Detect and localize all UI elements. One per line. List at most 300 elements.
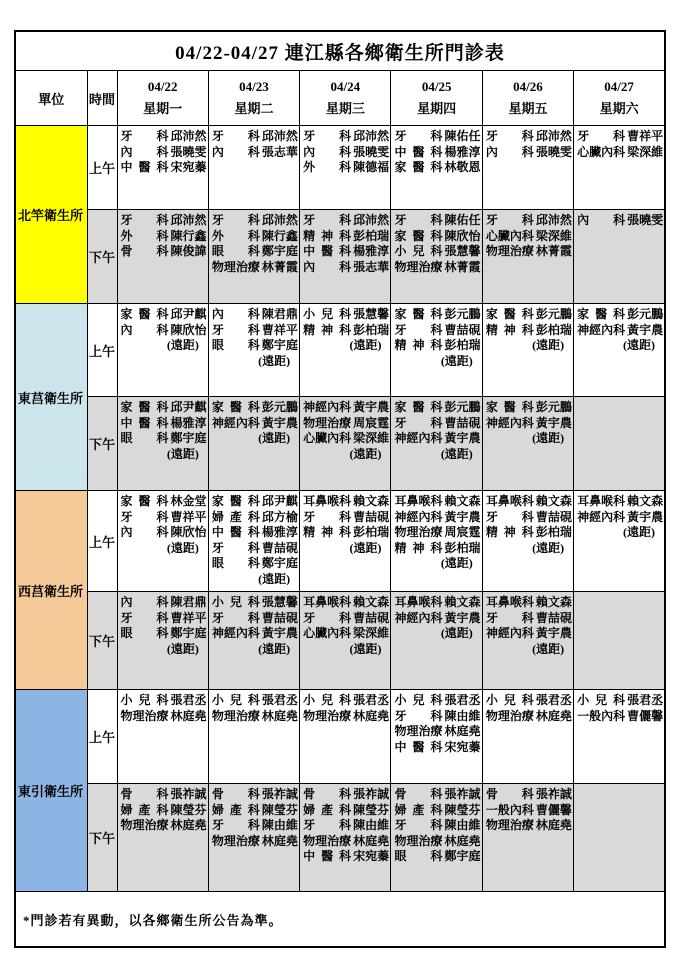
dept-label: 婦產科 bbox=[303, 802, 352, 817]
doctor-name: 陳行鑫 bbox=[261, 228, 298, 243]
dept-label: 小兒科 bbox=[394, 693, 443, 707]
station-cell bbox=[15, 491, 87, 690]
session-time-label: 上午 bbox=[88, 730, 115, 745]
schedule-line bbox=[212, 525, 298, 541]
schedule-line bbox=[486, 400, 572, 416]
dept-label: 耳鼻喉科 bbox=[485, 494, 534, 508]
schedule-line bbox=[486, 818, 572, 834]
schedule-line bbox=[486, 709, 572, 725]
doctor-name: 黃宇農 bbox=[535, 626, 572, 640]
schedule-line bbox=[486, 525, 572, 541]
doctor-name: 彭柏瑞 bbox=[353, 322, 390, 337]
schedule-line bbox=[121, 693, 207, 709]
schedule-row bbox=[15, 397, 665, 491]
doctor-name: 彭柏瑞 bbox=[444, 338, 481, 352]
dept-label: 物理治療 bbox=[120, 708, 169, 723]
schedule-line bbox=[212, 213, 298, 229]
schedule-line bbox=[303, 213, 389, 229]
schedule-cell bbox=[482, 304, 573, 397]
doctor-name: 陳君鼎 bbox=[261, 307, 298, 321]
schedule-line bbox=[121, 787, 207, 803]
day-weekday: 星期六 bbox=[599, 101, 639, 116]
dept-label: 物理治療 bbox=[485, 244, 534, 258]
doctor-name: 周宸霆 bbox=[444, 525, 481, 539]
dept-label: 精神科 bbox=[485, 322, 534, 337]
doctor-name: 黃宇農 bbox=[535, 415, 572, 430]
doctor-name: 彭柏瑞 bbox=[353, 228, 390, 243]
schedule-line bbox=[486, 803, 572, 819]
station-name: 西莒衛生所 bbox=[18, 583, 84, 599]
schedule-line bbox=[121, 213, 207, 229]
schedule-cell bbox=[482, 592, 573, 690]
doctor-name: 曹喆硯 bbox=[444, 415, 481, 430]
session-time-cell bbox=[87, 784, 117, 892]
dept-label: 中醫科 bbox=[394, 144, 443, 159]
doctor-name: 梁深維 bbox=[535, 228, 572, 243]
day-header bbox=[117, 71, 208, 126]
schedule-line bbox=[121, 494, 207, 510]
schedule-line bbox=[303, 145, 389, 161]
schedule-line bbox=[212, 611, 298, 627]
schedule-line bbox=[486, 416, 572, 432]
dept-label: 物理治療 bbox=[485, 708, 534, 723]
schedule-line bbox=[303, 416, 389, 432]
dept-label: 家醫科 bbox=[394, 307, 443, 321]
station-name: 東引衛生所 bbox=[18, 784, 84, 799]
schedule-line bbox=[303, 260, 389, 276]
remote-note: (遠距) bbox=[349, 540, 382, 555]
schedule-line bbox=[394, 244, 480, 260]
schedule-line bbox=[303, 229, 389, 245]
schedule-line bbox=[394, 740, 480, 756]
schedule-line bbox=[212, 244, 298, 260]
dept-label: 物理治療 bbox=[211, 708, 260, 723]
doctor-name: 陳欣怡 bbox=[170, 322, 207, 337]
dept-label: 牙科 bbox=[303, 818, 352, 832]
day-date: 04/22 bbox=[147, 79, 178, 94]
schedule-line bbox=[577, 129, 663, 145]
doctor-name: 陳瑩芬 bbox=[261, 802, 298, 817]
doctor-name: 張慧馨 bbox=[444, 244, 481, 258]
schedule-cell bbox=[117, 210, 208, 304]
column-header-unit: 單位 bbox=[15, 71, 87, 126]
dept-label: 外科 bbox=[303, 160, 352, 174]
schedule-line bbox=[212, 803, 298, 819]
schedule-line bbox=[303, 611, 389, 627]
dept-label: 外科 bbox=[211, 228, 260, 243]
doctor-name: 邱沛然 bbox=[261, 213, 298, 227]
remote-note: (遠距) bbox=[440, 353, 473, 368]
schedule-cell bbox=[300, 126, 391, 210]
schedule-cell bbox=[574, 304, 665, 397]
schedule-cell bbox=[391, 784, 482, 892]
doctor-name: 梁深維 bbox=[353, 431, 390, 445]
dept-label: 婦產科 bbox=[211, 509, 260, 524]
remote-note: (遠距) bbox=[440, 446, 473, 461]
schedule-cell bbox=[391, 690, 482, 784]
doctor-name: 周宸霆 bbox=[353, 415, 390, 430]
schedule-line bbox=[486, 693, 572, 709]
schedule-line bbox=[212, 709, 298, 725]
dept-label: 內科 bbox=[577, 213, 626, 227]
doctor-name: 張慧馨 bbox=[261, 595, 298, 609]
day-date: 04/24 bbox=[330, 79, 361, 94]
doctor-name: 曹喆硯 bbox=[353, 509, 390, 524]
schedule-line bbox=[212, 818, 298, 834]
schedule-line bbox=[394, 323, 480, 339]
dept-label: 小兒科 bbox=[211, 595, 260, 609]
schedule-line bbox=[303, 693, 389, 709]
schedule-line bbox=[303, 494, 389, 510]
remote-note: (遠距) bbox=[258, 571, 291, 586]
doctor-name: 張祚誠 bbox=[170, 787, 207, 801]
schedule-line bbox=[121, 129, 207, 145]
dept-label: 精神科 bbox=[303, 228, 352, 243]
dept-label: 耳鼻喉科 bbox=[485, 595, 534, 609]
dept-label: 眼科 bbox=[211, 556, 260, 570]
doctor-name: 曹祥平 bbox=[261, 322, 298, 337]
doctor-name: 曹喆硯 bbox=[353, 610, 390, 625]
dept-label: 家醫科 bbox=[211, 400, 260, 414]
dept-label: 家醫科 bbox=[394, 400, 443, 414]
dept-label: 骨科 bbox=[485, 787, 534, 801]
schedule-cell bbox=[208, 210, 299, 304]
doctor-name: 賴文森 bbox=[535, 494, 572, 508]
doctor-name: 張君丞 bbox=[353, 693, 390, 707]
dept-label: 耳鼻喉科 bbox=[303, 494, 352, 508]
schedule-line bbox=[577, 323, 663, 339]
dept-label: 婦產科 bbox=[394, 802, 443, 817]
dept-label: 家醫科 bbox=[211, 494, 260, 508]
doctor-name: 張慧馨 bbox=[353, 307, 390, 321]
schedule-line bbox=[303, 849, 389, 865]
dept-label: 物理治療 bbox=[303, 833, 352, 848]
dept-label: 牙科 bbox=[303, 610, 352, 625]
doctor-name: 林庭堯 bbox=[170, 708, 207, 723]
schedule-line bbox=[212, 400, 298, 416]
dept-label: 牙科 bbox=[394, 818, 443, 832]
doctor-name: 林庭堯 bbox=[444, 724, 481, 738]
schedule-cell bbox=[117, 690, 208, 784]
doctor-name: 陳佑任 bbox=[444, 129, 481, 143]
dept-label: 牙科 bbox=[394, 213, 443, 227]
remote-note: (遠距) bbox=[166, 446, 199, 461]
dept-label: 心臟內科 bbox=[303, 626, 352, 640]
schedule-line bbox=[303, 510, 389, 526]
schedule-line bbox=[212, 145, 298, 161]
remote-note: (遠距) bbox=[440, 626, 473, 640]
day-date: 04/23 bbox=[239, 79, 269, 94]
doctor-name: 邱尹麒 bbox=[261, 494, 298, 508]
schedule-cell bbox=[208, 126, 299, 210]
dept-label: 一般內科 bbox=[577, 708, 626, 723]
schedule-line bbox=[212, 541, 298, 557]
dept-label: 家醫科 bbox=[394, 160, 443, 174]
dept-label: 牙科 bbox=[394, 322, 443, 337]
day-header bbox=[208, 71, 299, 126]
dept-label: 家醫科 bbox=[120, 400, 169, 414]
doctor-name: 陳由維 bbox=[444, 818, 481, 832]
doctor-name: 黃宇農 bbox=[444, 509, 481, 524]
dept-label: 骨科 bbox=[120, 787, 169, 801]
doctor-name: 張曉雯 bbox=[170, 144, 207, 159]
doctor-name: 林庭堯 bbox=[261, 833, 298, 848]
schedule-line bbox=[394, 525, 480, 541]
doctor-name: 楊雅淳 bbox=[353, 244, 390, 258]
doctor-name: 林菁霞 bbox=[535, 244, 572, 258]
dept-label: 家醫科 bbox=[577, 307, 626, 321]
schedule-row bbox=[15, 126, 665, 210]
schedule-cell bbox=[482, 491, 573, 592]
dept-label: 牙科 bbox=[211, 540, 260, 555]
footnote-row bbox=[15, 892, 665, 948]
schedule-cell bbox=[574, 592, 665, 690]
dept-label: 骨科 bbox=[394, 787, 443, 801]
doctor-name: 彭柏瑞 bbox=[353, 525, 390, 539]
dept-label: 內科 bbox=[120, 144, 169, 159]
dept-label: 耳鼻喉科 bbox=[577, 494, 626, 508]
schedule-line bbox=[394, 307, 480, 323]
dept-label: 物理治療 bbox=[303, 415, 352, 430]
dept-label: 牙科 bbox=[211, 213, 260, 227]
dept-label: 神經內科 bbox=[485, 415, 534, 430]
dept-label: 物理治療 bbox=[394, 525, 443, 539]
doctor-name: 彭元鵬 bbox=[535, 400, 572, 414]
schedule-line bbox=[212, 494, 298, 510]
schedule-cell bbox=[574, 690, 665, 784]
schedule-cell bbox=[208, 690, 299, 784]
doctor-name: 張曉雯 bbox=[627, 213, 664, 227]
dept-label: 中醫科 bbox=[120, 160, 169, 174]
session-time-label: 下午 bbox=[88, 831, 115, 846]
dept-label: 骨科 bbox=[120, 244, 169, 258]
schedule-row bbox=[15, 784, 665, 892]
doctor-name: 邱沛然 bbox=[353, 213, 390, 227]
schedule-line bbox=[486, 510, 572, 526]
session-time-label: 上午 bbox=[88, 343, 115, 359]
schedule-line bbox=[394, 595, 480, 611]
dept-label: 物理治療 bbox=[394, 259, 443, 274]
doctor-name: 林庭堯 bbox=[444, 833, 481, 848]
dept-label: 精神科 bbox=[394, 540, 443, 555]
schedule-cell bbox=[117, 397, 208, 491]
schedule-line bbox=[212, 416, 298, 432]
dept-label: 家醫科 bbox=[485, 400, 534, 414]
schedule-line bbox=[121, 244, 207, 260]
doctor-name: 賴文森 bbox=[535, 595, 572, 609]
doctor-name: 林庭堯 bbox=[170, 818, 207, 832]
schedule-cell bbox=[391, 126, 482, 210]
schedule-cell bbox=[574, 210, 665, 304]
schedule-line bbox=[486, 213, 572, 229]
station-cell bbox=[15, 304, 87, 491]
doctor-name: 宋宛蓁 bbox=[170, 160, 207, 174]
schedule-row bbox=[15, 491, 665, 592]
schedule-line bbox=[121, 510, 207, 526]
schedule-line bbox=[303, 431, 389, 447]
station-cell bbox=[15, 126, 87, 304]
dept-label: 小兒科 bbox=[303, 307, 352, 321]
schedule-line bbox=[121, 818, 207, 834]
dept-label: 精神科 bbox=[485, 525, 534, 539]
doctor-name: 林菁霞 bbox=[444, 259, 481, 274]
schedule-cell bbox=[300, 592, 391, 690]
schedule-row bbox=[15, 304, 665, 397]
schedule-cell bbox=[117, 491, 208, 592]
schedule-line bbox=[212, 556, 298, 572]
schedule-line bbox=[394, 160, 480, 176]
dept-label: 神經內科 bbox=[577, 509, 626, 524]
dept-label: 牙科 bbox=[485, 129, 534, 143]
doctor-name: 張志華 bbox=[353, 259, 390, 274]
doctor-name: 賴文森 bbox=[353, 494, 390, 508]
schedule-line bbox=[394, 416, 480, 432]
dept-label: 物理治療 bbox=[485, 818, 534, 832]
doctor-name: 陳由維 bbox=[444, 708, 481, 723]
doctor-name: 張曉雯 bbox=[353, 144, 390, 159]
doctor-name: 陳欣怡 bbox=[444, 228, 481, 243]
doctor-name: 張祚誠 bbox=[353, 787, 390, 801]
remote-note: (遠距) bbox=[166, 641, 199, 656]
doctor-name: 張志華 bbox=[261, 144, 298, 159]
dept-label: 物理治療 bbox=[394, 833, 443, 848]
remote-note: (遠距) bbox=[166, 338, 199, 352]
dept-label: 牙科 bbox=[120, 610, 169, 625]
schedule-cell bbox=[300, 784, 391, 892]
schedule-cell bbox=[391, 592, 482, 690]
dept-label: 眼科 bbox=[211, 338, 260, 352]
schedule-line bbox=[303, 323, 389, 339]
doctor-name: 楊雅淳 bbox=[170, 415, 207, 430]
schedule-line bbox=[394, 510, 480, 526]
doctor-name: 林敬恩 bbox=[444, 160, 481, 174]
schedule-cell bbox=[391, 397, 482, 491]
doctor-name: 張君丞 bbox=[170, 693, 207, 707]
doctor-name: 彭元鵬 bbox=[535, 307, 572, 321]
doctor-name: 楊雅淳 bbox=[444, 144, 481, 159]
day-header bbox=[574, 71, 665, 126]
doctor-name: 陳瑩芬 bbox=[444, 802, 481, 817]
dept-label: 神經內科 bbox=[577, 322, 626, 337]
dept-label: 小兒科 bbox=[303, 693, 352, 707]
schedule-line bbox=[303, 160, 389, 176]
dept-label: 中醫科 bbox=[303, 244, 352, 258]
schedule-cell bbox=[208, 491, 299, 592]
page-title: 04/22-04/27 連江縣各鄉衛生所門診表 bbox=[15, 31, 665, 71]
doctor-name: 邱沛然 bbox=[170, 213, 207, 227]
schedule-line bbox=[212, 323, 298, 339]
schedule-line bbox=[394, 431, 480, 447]
day-weekday: 星期四 bbox=[417, 101, 457, 116]
dept-label: 中醫科 bbox=[303, 849, 352, 863]
schedule-line bbox=[486, 307, 572, 323]
schedule-line bbox=[303, 244, 389, 260]
schedule-cell bbox=[574, 491, 665, 592]
doctor-name: 張曉雯 bbox=[535, 144, 572, 159]
schedule-line bbox=[577, 213, 663, 229]
doctor-name: 鄭宇庭 bbox=[261, 338, 298, 352]
doctor-name: 鄭宇庭 bbox=[170, 626, 207, 640]
doctor-name: 陳由維 bbox=[353, 818, 390, 832]
schedule-line bbox=[303, 400, 389, 416]
schedule-cell bbox=[574, 126, 665, 210]
schedule-line bbox=[577, 145, 663, 161]
doctor-name: 邱沛然 bbox=[261, 129, 298, 143]
doctor-name: 邱沛然 bbox=[535, 129, 572, 143]
dept-label: 耳鼻喉科 bbox=[303, 595, 352, 609]
day-weekday: 星期三 bbox=[325, 101, 365, 116]
schedule-line bbox=[303, 129, 389, 145]
session-time-cell bbox=[87, 210, 117, 304]
doctor-name: 陳佑任 bbox=[444, 213, 481, 227]
session-time-cell bbox=[87, 126, 117, 210]
schedule-line bbox=[121, 709, 207, 725]
schedule-line bbox=[121, 160, 207, 176]
dept-label: 耳鼻喉科 bbox=[394, 494, 443, 508]
schedule-line bbox=[394, 787, 480, 803]
schedule-line bbox=[121, 611, 207, 627]
doctor-name: 陳行鑫 bbox=[170, 228, 207, 243]
doctor-name: 黃宇農 bbox=[444, 610, 481, 625]
schedule-line bbox=[394, 229, 480, 245]
schedule-line bbox=[121, 626, 207, 642]
column-header-time: 時間 bbox=[87, 71, 117, 126]
doctor-name: 鄭宇庭 bbox=[170, 431, 207, 445]
schedule-line bbox=[303, 818, 389, 834]
schedule-line bbox=[212, 229, 298, 245]
doctor-name: 林菁霞 bbox=[261, 259, 298, 274]
session-time-cell bbox=[87, 491, 117, 592]
doctor-name: 林庭堯 bbox=[353, 833, 390, 848]
day-header bbox=[391, 71, 482, 126]
schedule-cell bbox=[117, 304, 208, 397]
doctor-name: 邱沛然 bbox=[170, 129, 207, 143]
doctor-name: 陳俊諱 bbox=[170, 244, 207, 258]
dept-label: 牙科 bbox=[211, 322, 260, 337]
schedule-line bbox=[121, 431, 207, 447]
remote-note: (遠距) bbox=[440, 556, 473, 570]
doctor-name: 彭柏瑞 bbox=[535, 525, 572, 539]
remote-note: (遠距) bbox=[258, 431, 291, 445]
remote-note: (遠距) bbox=[349, 338, 382, 352]
title-row bbox=[15, 31, 665, 71]
doctor-name: 黃宇農 bbox=[261, 626, 298, 640]
dept-label: 骨科 bbox=[211, 787, 260, 801]
schedule-line bbox=[486, 611, 572, 627]
dept-label: 眼科 bbox=[120, 626, 169, 640]
dept-label: 耳鼻喉科 bbox=[394, 595, 443, 609]
schedule-line bbox=[212, 510, 298, 526]
remote-note: (遠距) bbox=[532, 338, 565, 352]
remote-note: (遠距) bbox=[623, 338, 655, 352]
doctor-name: 鄭宇庭 bbox=[261, 244, 298, 258]
session-time-label: 下午 bbox=[88, 437, 115, 452]
schedule-line bbox=[212, 834, 298, 850]
dept-label: 精神科 bbox=[394, 338, 443, 352]
day-date: 04/25 bbox=[421, 79, 452, 94]
dept-label: 心臟內科 bbox=[577, 144, 626, 159]
schedule-cell bbox=[482, 126, 573, 210]
schedule-line bbox=[394, 611, 480, 627]
schedule-cell bbox=[300, 690, 391, 784]
doctor-name: 邱尹麒 bbox=[170, 400, 207, 414]
doctor-name: 鄭宇庭 bbox=[261, 556, 298, 570]
dept-label: 內科 bbox=[120, 595, 169, 609]
doctor-name: 張君丞 bbox=[535, 693, 572, 707]
schedule-line bbox=[486, 323, 572, 339]
dept-label: 牙科 bbox=[120, 129, 169, 143]
dept-label: 小兒科 bbox=[485, 693, 534, 707]
